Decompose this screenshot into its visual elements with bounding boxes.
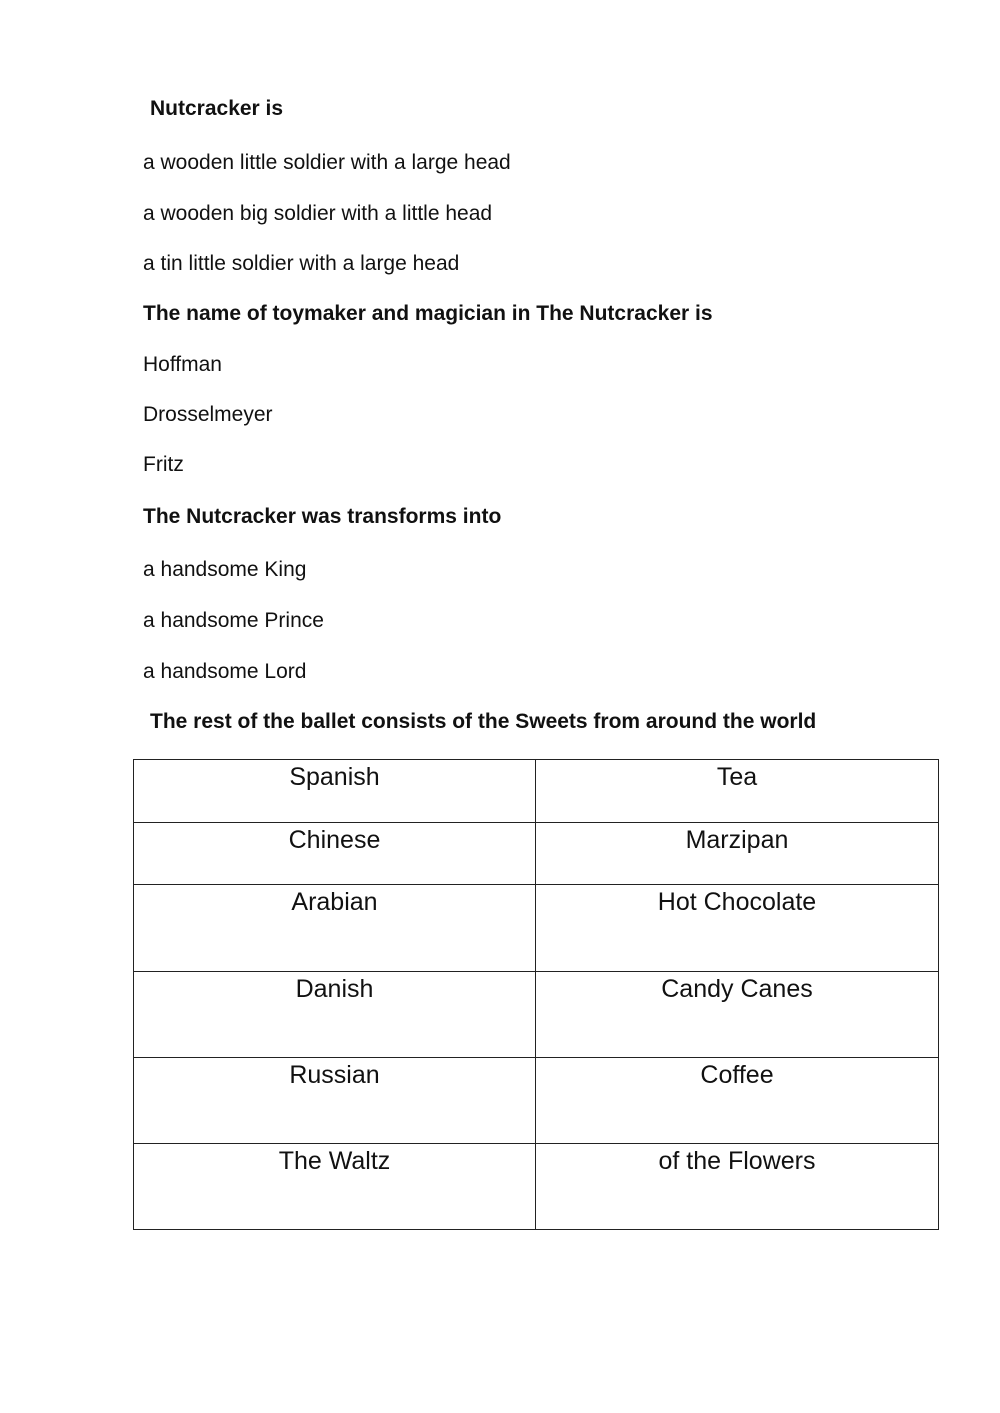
sweets-heading: The rest of the ballet consists of the Sweets from around the world <box>150 710 817 733</box>
sweets-right-cell[interactable]: Candy Canes <box>536 972 939 1058</box>
question-2-prompt: The name of toymaker and magician in The Nutcracker is <box>143 302 713 325</box>
table-row <box>134 823 939 885</box>
question-2-option-1[interactable]: Hoffman <box>143 353 222 376</box>
question-1-option-2[interactable]: a wooden big soldier with a little head <box>143 202 493 225</box>
table-row <box>134 972 939 1058</box>
sweets-left-cell[interactable]: Russian <box>134 1058 536 1144</box>
table-row <box>134 1144 939 1230</box>
sweets-matching-table <box>133 759 939 1230</box>
question-2-option-3[interactable]: Fritz <box>143 453 184 476</box>
sweets-right-cell[interactable]: Coffee <box>536 1058 939 1144</box>
question-1-prompt: Nutcracker is <box>150 97 284 120</box>
table-row <box>134 885 939 972</box>
sweets-left-cell[interactable]: The Waltz <box>134 1144 536 1230</box>
question-3-option-3[interactable]: a handsome Lord <box>143 660 307 683</box>
sweets-left-cell[interactable]: Arabian <box>134 885 536 972</box>
table-row <box>134 1058 939 1144</box>
question-1-option-3[interactable]: a tin little soldier with a large head <box>143 252 460 275</box>
question-3-prompt: The Nutcracker was transforms into <box>143 505 502 528</box>
sweets-right-cell[interactable]: Marzipan <box>536 823 939 885</box>
sweets-left-cell[interactable]: Spanish <box>134 760 536 823</box>
table-row <box>134 760 939 823</box>
question-2-option-2[interactable]: Drosselmeyer <box>143 403 273 426</box>
sweets-left-cell[interactable]: Danish <box>134 972 536 1058</box>
question-1-option-1[interactable]: a wooden little soldier with a large head <box>143 151 511 174</box>
question-3-option-1[interactable]: a handsome King <box>143 558 307 581</box>
sweets-right-cell[interactable]: of the Flowers <box>536 1144 939 1230</box>
sweets-right-cell[interactable]: Tea <box>536 760 939 823</box>
question-3-option-2[interactable]: a handsome Prince <box>143 609 324 632</box>
sweets-left-cell[interactable]: Chinese <box>134 823 536 885</box>
sweets-right-cell[interactable]: Hot Chocolate <box>536 885 939 972</box>
